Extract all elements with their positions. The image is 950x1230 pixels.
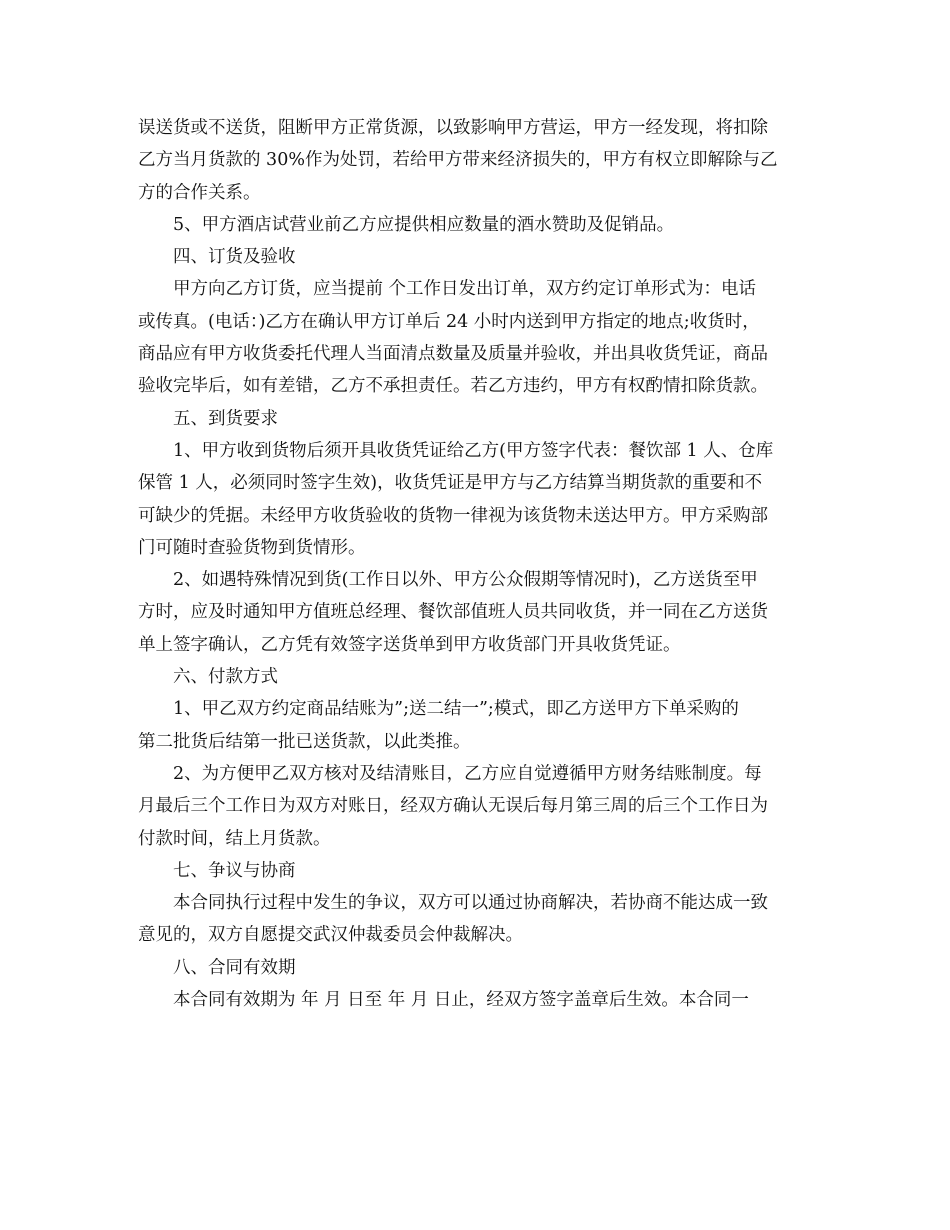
section-heading: 八、合同有效期 bbox=[138, 957, 296, 978]
text-line: 第二批货后结第一批已送货款，以此类推。 bbox=[138, 731, 471, 752]
text-line: 1、甲乙双方约定商品结账为”;送二结一”;模式，即乙方送甲方下单采购的 bbox=[138, 699, 739, 720]
text-line: 乙方当月货款的 30%作为处罚，若给甲方带来经济损失的，甲方有权立即解除与乙 bbox=[138, 150, 778, 171]
text-line: 单上签字确认，乙方凭有效签字送货单到甲方收货部门开具收货凭证。 bbox=[138, 634, 681, 655]
text-line: 门可随时查验货物到货情形。 bbox=[138, 537, 366, 558]
text-line: 本合同有效期为 年 月 日至 年 月 日止，经双方签字盖章后生效。本合同一 bbox=[138, 990, 749, 1011]
text-line: 商品应有甲方收货委托代理人当面清点数量及质量并验收，并出具收货凭证，商品 bbox=[138, 344, 768, 365]
text-line: 月最后三个工作日为双方对账日，经双方确认无误后每月第三周的后三个工作日为 bbox=[138, 796, 768, 817]
text-line: 付款时间，结上月货款。 bbox=[138, 828, 331, 849]
text-line: 方时，应及时通知甲方值班总经理、餐饮部值班人员共同收货，并一同在乙方送货 bbox=[138, 602, 768, 623]
section-heading: 六、付款方式 bbox=[138, 667, 278, 688]
text-line: 验收完毕后，如有差错，乙方不承担责任。若乙方违约，甲方有权酌情扣除货款。 bbox=[138, 376, 768, 397]
text-line: 5、甲方酒店试营业前乙方应提供相应数量的酒水赞助及促销品。 bbox=[138, 214, 675, 235]
section-heading: 五、到货要求 bbox=[138, 408, 278, 429]
text-line: 方的合作关系。 bbox=[138, 182, 261, 203]
text-line: 2、为方便甲乙双方核对及结清账目，乙方应自觉遵循甲方财务结账制度。每 bbox=[138, 763, 762, 784]
section-heading: 四、订货及验收 bbox=[138, 247, 296, 268]
text-line: 1、甲方收到货物后须开具收货凭证给乙方(甲方签字代表：餐饮部 1 人、仓库 bbox=[138, 440, 774, 461]
contract-text bbox=[138, 112, 818, 1016]
text-line: 意见的，双方自愿提交武汉仲裁委员会仲裁解决。 bbox=[138, 925, 523, 946]
text-line: 2、如遇特殊情况到货(工作日以外、甲方公众假期等情况时)，乙方送货至甲 bbox=[138, 570, 758, 591]
section-heading: 七、争议与协商 bbox=[138, 860, 296, 881]
text-line: 误送货或不送货，阻断甲方正常货源，以致影响甲方营运，甲方一经发现，将扣除 bbox=[138, 118, 768, 138]
text-line: 保管 1 人，必须同时签字生效)，收货凭证是甲方与乙方结算当期货款的重要和不 bbox=[138, 473, 763, 494]
text-line: 本合同执行过程中发生的争议，双方可以通过协商解决，若协商不能达成一致 bbox=[138, 893, 768, 914]
text-line: 可缺少的凭据。未经甲方收货验收的货物一律视为该货物未送达甲方。甲方采购部 bbox=[138, 505, 768, 526]
text-line: 或传真。(电话：)乙方在确认甲方订单后 24 小时内送到甲方指定的地点;收货时， bbox=[138, 311, 760, 332]
text-line: 甲方向乙方订货，应当提前 个工作日发出订单，双方约定订单形式为：电话 bbox=[138, 279, 757, 300]
